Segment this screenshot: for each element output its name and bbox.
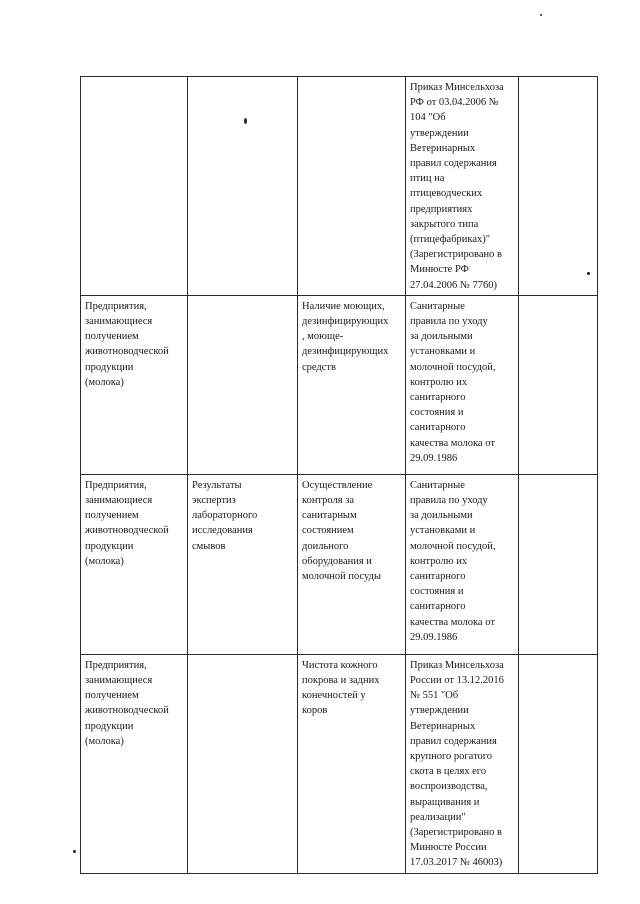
entity-cell: Предприятия, занимающиеся получением животноводческой продукции (молока) (81, 474, 188, 654)
legal-act-cell: Приказ Минсельхоза России от 13.12.2016 № 551 "Об утверждении Ветеринарных правил содержания крупного рогатого скота в целях его воспроизводства, выращивания и реализации" (Зарегистрировано в Минюсте России 17.03.2017 № 46003) (406, 654, 519, 873)
measures-cell: Наличие моющих, дезинфицирующих , моюще- дезинфицирующих средств (298, 295, 406, 474)
note-cell (519, 474, 598, 654)
regulation-table (80, 76, 598, 874)
table-row (81, 295, 598, 474)
scan-speck (73, 850, 76, 853)
legal-act-cell: Приказ Минсельхоза РФ от 03.04.2006 № 104 "Об утверждении Ветеринарных правил содержания птиц на птицеводческих предприятиях закрытого типа (птицефабриках)" (Зарегистрировано в Минюсте РФ 27.04.2006 № 7760) (406, 77, 519, 296)
table-row (81, 77, 598, 296)
legal-act-cell: Санитарные правила по уходу за доильными установками и молочной посудой, контролю их санитарного состояния и санитарного качества молока от 29.09.1986 (406, 474, 519, 654)
entity-cell (81, 77, 188, 296)
results-cell: Результаты экспертиз лабораторного исследования смывов (188, 474, 298, 654)
note-cell (519, 295, 598, 474)
scan-speck (587, 272, 590, 275)
table-row (81, 654, 598, 873)
entity-cell: Предприятия, занимающиеся получением животноводческой продукции (молока) (81, 654, 188, 873)
results-cell (188, 295, 298, 474)
measures-cell: Чистота кожного покрова и задних конечностей у коров (298, 654, 406, 873)
table-row (81, 474, 598, 654)
measures-cell: Осуществление контроля за санитарным состоянием доильного оборудования и молочной посуды (298, 474, 406, 654)
note-cell (519, 654, 598, 873)
measures-cell (298, 77, 406, 296)
results-cell (188, 654, 298, 873)
scan-speck (244, 118, 247, 124)
entity-cell: Предприятия, занимающиеся получением животноводческой продукции (молока) (81, 295, 188, 474)
legal-act-cell: Санитарные правила по уходу за доильными установками и молочной посудой, контролю их санитарного состояния и санитарного качества молока от 29.09.1986 (406, 295, 519, 474)
scan-speck (540, 14, 542, 16)
results-cell (188, 77, 298, 296)
note-cell (519, 77, 598, 296)
